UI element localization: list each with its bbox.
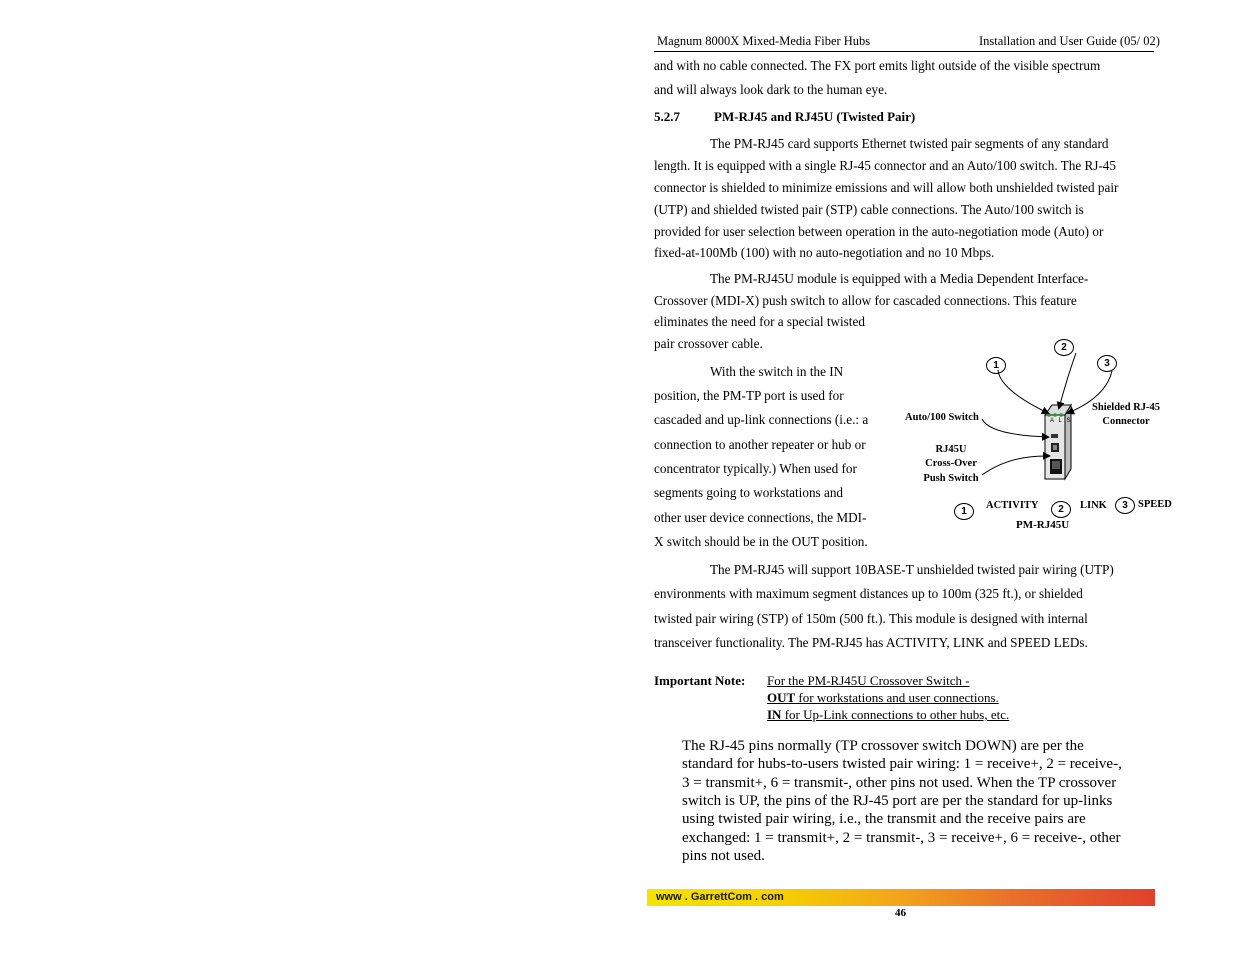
para1-line: length. It is equipped with a single RJ-45 connector and an Auto/100 switch. The RJ-45 — [654, 158, 1116, 173]
callout-1: 1 — [986, 357, 1006, 374]
para2-line: Crossover (MDI-X) push switch to allow for cascaded connections. This feature — [654, 293, 1077, 308]
module-side — [1065, 405, 1071, 479]
para2-line: pair crossover cable. — [654, 336, 763, 351]
para5-line: 3 = transmit+, 6 = transmit-, other pins not used. When the TP crossover — [682, 775, 1117, 791]
para3-line: With the switch in the IN — [710, 364, 844, 379]
connector-label-2: Connector — [1102, 416, 1150, 427]
para5-line: standard for hubs-to-users twisted pair wiring: 1 = receive+, 2 = receive-, — [682, 756, 1122, 772]
para4-line: twisted pair wiring (STP) of 150m (500 ft.). This module is designed with internal — [654, 611, 1088, 626]
header-guide: Installation and User Guide (05/ 02) — [979, 34, 1160, 48]
link-led — [1053, 413, 1057, 417]
note-line-3 — [767, 707, 1009, 723]
auto-switch-label: Auto/100 Switch — [905, 412, 979, 423]
connector-label-1: Shielded RJ-45 — [1092, 402, 1160, 413]
para3-line: other user device connections, the MDI- — [654, 510, 867, 525]
page-number: 46 — [895, 907, 906, 919]
para5-line: exchanged: 1 = transmit+, 2 = transmit-, 3 = receive+, 6 = receive-, other — [682, 830, 1121, 846]
diagram-caption: PM-RJ45U — [1016, 519, 1070, 531]
note-out: OUT — [767, 690, 796, 705]
para3-line: concentrator typically.) When used for — [654, 461, 857, 476]
legend-num-1: 1 — [954, 503, 974, 520]
para3-line: cascaded and up-link connections (i.e.: a — [654, 412, 869, 427]
push-switch-label-2: Cross-Over — [925, 458, 977, 469]
legend-num-2: 2 — [1051, 501, 1071, 518]
callout-arrow-1 — [998, 370, 1048, 413]
para1-line: provided for user selection between operation in the auto-negotiation mode (Auto) or — [654, 224, 1104, 239]
intro-line: and will always look dark to the human eye. — [654, 82, 888, 97]
para2-line: The PM-RJ45U module is equipped with a Media Dependent Interface- — [710, 271, 1089, 286]
callout-2: 2 — [1054, 339, 1074, 356]
para5-line: The RJ-45 pins normally (TP crossover switch DOWN) are per the — [682, 738, 1084, 754]
footer-url: www . GarrettCom . com — [656, 891, 784, 903]
intro-line: and with no cable connected. The FX port emits light outside of the visible spectrum — [654, 58, 1101, 73]
led-letters: A L S — [1050, 418, 1071, 424]
para2-line: eliminates the need for a special twisted — [654, 314, 865, 329]
para1-line: connector is shielded to minimize emissions and will allow both unshielded twisted pair — [654, 180, 1119, 195]
push-switch-label-1: RJ45U — [935, 444, 967, 455]
para3-line: X switch should be in the OUT position. — [654, 534, 868, 549]
activity-led — [1047, 413, 1051, 417]
note-out-text: for workstations and user connections. — [795, 690, 999, 705]
para1-line: The PM-RJ45 card supports Ethernet twisted pair segments of any standard — [710, 136, 1109, 151]
header-title: Magnum 8000X Mixed-Media Fiber Hubs — [657, 34, 871, 48]
para1-line: (UTP) and shielded twisted pair (STP) cable connections. The Auto/100 switch is — [654, 202, 1084, 217]
para5-line: switch is UP, the pins of the RJ-45 port are per the standard for up-links — [682, 793, 1113, 809]
note-label: Important Note: — [654, 673, 746, 688]
note-in-text: for Up-Link connections to other hubs, etc. — [781, 707, 1010, 722]
para5-line: using twisted pair wiring, i.e., the transmit and the receive pairs are — [682, 811, 1086, 827]
section-title: PM-RJ45 and RJ45U (Twisted Pair) — [714, 109, 916, 124]
para3-line: connection to another repeater or hub or — [654, 437, 866, 452]
note-line-1: For the PM-RJ45U Crossover Switch - — [767, 673, 970, 688]
para4-line: environments with maximum segment distances up to 100m (325 ft.), or shielded — [654, 586, 1083, 601]
speed-led — [1059, 413, 1063, 417]
para3-line: position, the PM-TP port is used for — [654, 388, 844, 403]
note-in: IN — [767, 707, 782, 722]
auto-switch-arrow — [982, 419, 1048, 437]
para4-line: transceiver functionality. The PM-RJ45 has ACTIVITY, LINK and SPEED LEDs. — [654, 635, 1088, 650]
para3-line: segments going to workstations and — [654, 485, 844, 500]
callout-arrow-2 — [1059, 353, 1076, 408]
legend-num-3: 3 — [1115, 497, 1135, 514]
push-switch-label-3: Push Switch — [923, 473, 979, 484]
legend-activity: ACTIVITY — [986, 500, 1039, 511]
para5-line: pins not used. — [682, 848, 765, 864]
legend-speed: SPEED — [1138, 499, 1172, 510]
section-number: 5.2.7 — [654, 109, 680, 124]
push-switch-arrow — [982, 456, 1049, 475]
header-rule — [654, 51, 1154, 52]
note-line-2 — [767, 690, 999, 706]
para4-line: The PM-RJ45 will support 10BASE-T unshielded twisted pair wiring (UTP) — [710, 562, 1114, 577]
auto-100-switch — [1051, 434, 1058, 438]
para1-line: fixed-at-100Mb (100) with no auto-negotiation and no 10 Mbps. — [654, 245, 995, 260]
legend-link: LINK — [1080, 500, 1107, 511]
callout-3: 3 — [1097, 355, 1117, 372]
